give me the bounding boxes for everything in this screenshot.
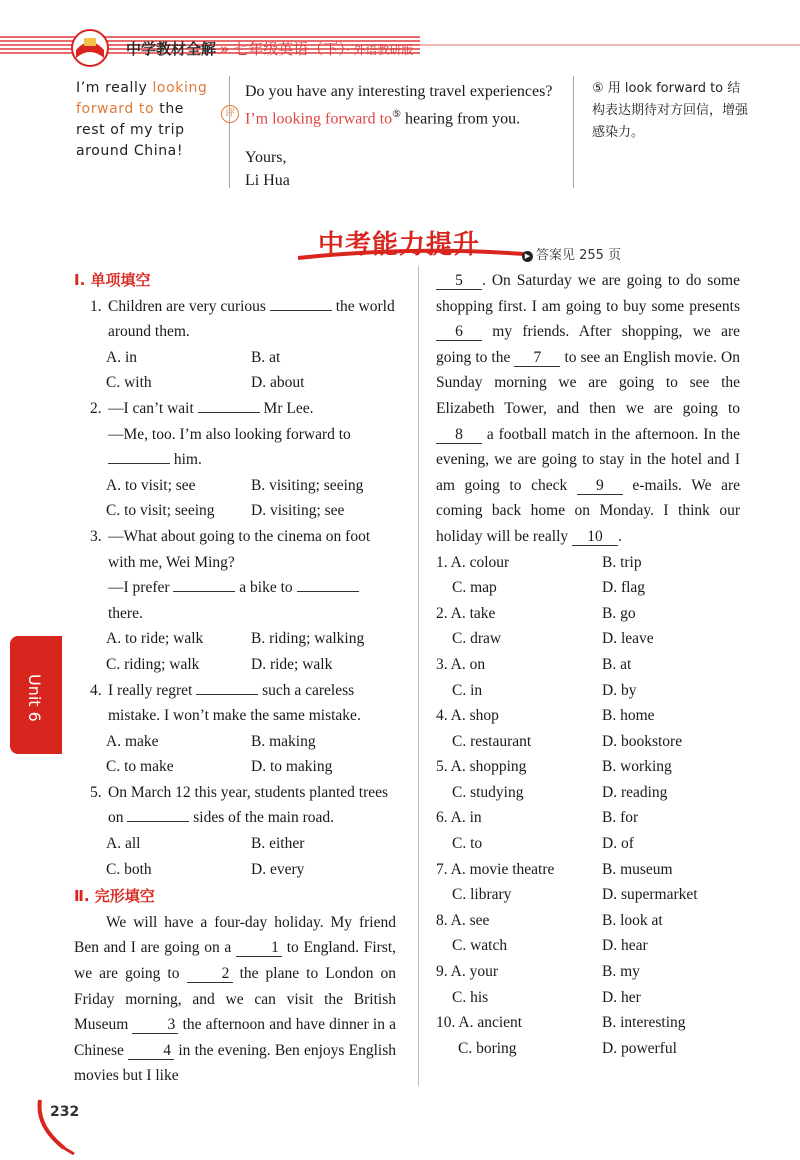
- unit-label: Unit 6: [25, 674, 44, 722]
- option[interactable]: D. hear: [602, 937, 648, 955]
- cloze-blank[interactable]: 7: [514, 350, 560, 367]
- option[interactable]: 4. A. shop: [436, 707, 499, 725]
- option[interactable]: D. reading: [602, 783, 668, 801]
- option[interactable]: C. watch: [452, 937, 508, 955]
- cloze-options: [436, 626, 740, 652]
- cloze-options: [436, 933, 740, 959]
- divider-line: [229, 76, 230, 188]
- option[interactable]: 8. A. see: [436, 911, 490, 929]
- answer-ref-text: 答案见 255 页: [536, 248, 622, 263]
- cloze-options: [436, 652, 740, 678]
- option[interactable]: C. both: [106, 860, 152, 878]
- letter-text: hearing from you.: [405, 110, 521, 128]
- option[interactable]: D. of: [602, 835, 634, 853]
- option[interactable]: 1. A. colour: [436, 553, 510, 571]
- option[interactable]: A. make: [106, 732, 159, 750]
- passage-text: in the evening. Ben enjoys English movies but I like: [74, 1041, 397, 1085]
- options-row: [74, 729, 396, 755]
- answer-blank[interactable]: [173, 591, 235, 592]
- question-text: Mr Lee.: [263, 399, 314, 417]
- question-number: 4.: [90, 681, 102, 699]
- column-divider: [418, 266, 419, 1086]
- option[interactable]: C. to: [452, 835, 483, 853]
- option[interactable]: B. trip: [602, 553, 642, 571]
- cloze-options: [436, 754, 740, 780]
- options-row: [74, 831, 396, 857]
- play-icon: ▶: [522, 251, 533, 262]
- cloze-blank[interactable]: 4: [128, 1043, 174, 1060]
- question-text: —I prefer: [108, 579, 174, 597]
- page-number: 232: [50, 1104, 80, 1120]
- cloze-options: [436, 831, 740, 857]
- cloze-options: [436, 1036, 740, 1062]
- option[interactable]: B. for: [602, 809, 639, 827]
- letter-line: Do you have any interesting travel experiences?: [245, 83, 553, 100]
- option[interactable]: D. ride; walk: [251, 655, 333, 673]
- question-text: sides of the main road.: [193, 809, 335, 827]
- letter-excerpt: [245, 80, 575, 192]
- question-text: —What about going to the cinema on foot with me, Wei Ming?: [108, 527, 371, 571]
- option[interactable]: C. his: [452, 988, 489, 1006]
- option[interactable]: B. my: [602, 963, 640, 981]
- header-subtitle: 七年级英语（下）: [233, 40, 346, 58]
- cloze-blank[interactable]: 8: [436, 427, 482, 444]
- header-separator: »: [220, 40, 230, 58]
- option[interactable]: 10. A. ancient: [436, 1014, 523, 1032]
- question-text: a bike to: [239, 579, 293, 597]
- option[interactable]: A. all: [106, 835, 141, 853]
- cloze-options: [436, 729, 740, 755]
- question-4: [74, 678, 396, 729]
- passage-text: e-mails. We are coming back home on Monday. I think our holiday will be really: [436, 476, 740, 545]
- passage-text: to England. First, we are going to: [74, 939, 396, 983]
- unit-side-tab: [10, 636, 62, 754]
- cloze-passage-start: [74, 910, 396, 1089]
- cloze-options: [436, 959, 740, 985]
- option[interactable]: 3. A. on: [436, 655, 486, 673]
- sign-off: Yours,: [245, 149, 287, 167]
- option[interactable]: B. interesting: [602, 1014, 686, 1032]
- highlight-phrase: I’m looking forward to: [245, 110, 393, 128]
- option[interactable]: A. to visit; see: [106, 476, 196, 494]
- option[interactable]: 9. A. your: [436, 963, 498, 981]
- option[interactable]: C. library: [452, 886, 512, 904]
- question-text: Children are very curious: [108, 297, 270, 315]
- option[interactable]: B. visiting; seeing: [251, 476, 364, 494]
- question-text: I really regret: [108, 681, 197, 699]
- question-text: —Me, too. I’m also looking forward to: [108, 425, 351, 443]
- question-text: —I can’t wait: [108, 399, 198, 417]
- options-row: [74, 754, 396, 780]
- option[interactable]: C. draw: [452, 630, 502, 648]
- cloze-options: [436, 780, 740, 806]
- answer-reference: [522, 244, 621, 263]
- running-header: [126, 38, 413, 59]
- option[interactable]: B. go: [602, 604, 636, 622]
- cloze-options: [436, 805, 740, 831]
- option[interactable]: B. either: [251, 835, 305, 853]
- option[interactable]: 7. A. movie theatre: [436, 860, 555, 878]
- part1-title: Ⅰ. 单项填空: [74, 271, 151, 289]
- cloze-options: [436, 985, 740, 1011]
- answer-blank[interactable]: [297, 591, 359, 592]
- left-column: [74, 268, 396, 1089]
- passage-text: a football match in the afternoon. In the evening, we are going to stay in the hotel and I am going to check: [436, 425, 740, 494]
- option[interactable]: D. every: [251, 860, 305, 878]
- signature: Li Hua: [245, 172, 290, 190]
- book-title: 中学教材全解: [126, 40, 217, 58]
- option[interactable]: B. museum: [602, 860, 673, 878]
- question-text: the world around them.: [108, 297, 395, 341]
- option[interactable]: 2. A. take: [436, 604, 496, 622]
- question-number: 1.: [90, 297, 102, 315]
- question-text: On March 12 this year, students planted trees on: [108, 783, 389, 827]
- part2-title: Ⅱ. 完形填空: [74, 887, 155, 906]
- question-3: [74, 524, 396, 575]
- answer-blank[interactable]: [198, 412, 260, 413]
- cloze-blank[interactable]: 5: [436, 273, 482, 290]
- option[interactable]: B. look at: [602, 911, 663, 929]
- option[interactable]: C. with: [106, 374, 152, 392]
- cloze-options: [436, 703, 740, 729]
- option[interactable]: D. to making: [251, 758, 333, 776]
- option[interactable]: C. to make: [106, 758, 174, 776]
- options-row: [74, 626, 396, 652]
- question-2: [74, 396, 396, 422]
- header-publisher: · 外语教研版: [345, 43, 414, 57]
- cloze-blank[interactable]: 2: [187, 966, 233, 983]
- option[interactable]: D. about: [251, 374, 305, 392]
- option[interactable]: C. to visit; seeing: [106, 502, 215, 520]
- note-marker: ⑤: [392, 109, 402, 120]
- side-note-part: I’m really: [76, 80, 153, 96]
- side-note-right: ⑤ 用 look forward to 结构表达期待对方回信，增强感染力。: [592, 81, 749, 140]
- question-text: such a careless mistake. I won’t make the same mistake.: [108, 681, 361, 725]
- option[interactable]: D. by: [602, 681, 637, 699]
- cloze-blank[interactable]: 10: [572, 529, 618, 546]
- option[interactable]: B. home: [602, 707, 655, 725]
- answer-blank[interactable]: [108, 463, 170, 464]
- option[interactable]: C. studying: [452, 783, 524, 801]
- option[interactable]: D. bookstore: [602, 732, 683, 750]
- cloze-options: [436, 601, 740, 627]
- options-row: [74, 857, 396, 883]
- question-2-reply-cont: [74, 447, 396, 473]
- option[interactable]: A. in: [106, 348, 137, 366]
- option[interactable]: C. riding; walk: [106, 655, 200, 673]
- options-row: [74, 498, 396, 524]
- cloze-options: [436, 1010, 740, 1036]
- side-note-highlight: looking forward to: [76, 80, 208, 117]
- options-row: [74, 652, 396, 678]
- side-note-part: the rest of my trip around China!: [76, 101, 185, 159]
- cloze-options: [436, 908, 740, 934]
- side-note-left: [76, 78, 216, 162]
- cloze-options: [436, 550, 740, 576]
- cloze-blank[interactable]: 3: [132, 1017, 178, 1034]
- book-logo-icon: [68, 24, 112, 68]
- option[interactable]: 6. A. in: [436, 809, 482, 827]
- cloze-options: [436, 678, 740, 704]
- question-number: 3.: [90, 527, 102, 545]
- cloze-blank[interactable]: 1: [236, 940, 282, 957]
- answer-blank[interactable]: [196, 694, 258, 695]
- option[interactable]: B. making: [251, 732, 316, 750]
- option[interactable]: D. powerful: [602, 1039, 677, 1057]
- option[interactable]: C. in: [452, 681, 483, 699]
- cloze-options: [436, 575, 740, 601]
- option[interactable]: D. visiting; see: [251, 502, 345, 520]
- option[interactable]: B. working: [602, 758, 672, 776]
- option[interactable]: D. supermarket: [602, 886, 698, 904]
- option[interactable]: B. riding; walking: [251, 630, 365, 648]
- evaluation-marker-icon: 评: [221, 105, 239, 123]
- option[interactable]: C. map: [452, 579, 497, 597]
- passage-text: .: [618, 527, 622, 545]
- passage-text: the afternoon and have dinner in a Chinese: [74, 1016, 396, 1059]
- answer-blank[interactable]: [270, 310, 332, 311]
- option[interactable]: 5. A. shopping: [436, 758, 527, 776]
- option[interactable]: B. at: [251, 348, 281, 366]
- cloze-passage-cont: [436, 268, 740, 550]
- answer-blank[interactable]: [127, 821, 189, 822]
- divider-line: [573, 76, 574, 188]
- question-5: [74, 780, 396, 831]
- options-row: [74, 370, 396, 396]
- passage-text: . On Saturday we are going to do some shopping first. I am going to buy some presents: [436, 272, 740, 315]
- question-2-reply: [74, 422, 396, 448]
- passage-text: We will have a four-day holiday. My friend Ben and I are going on a: [74, 913, 396, 957]
- cloze-blank[interactable]: 6: [436, 324, 482, 341]
- passage-text: the plane to London on Friday morning, and we can visit the British Museum: [74, 965, 397, 1034]
- cloze-options: [436, 857, 740, 883]
- option[interactable]: D. leave: [602, 630, 654, 648]
- header-rule: [420, 44, 800, 46]
- section-title: 中考能力提升: [318, 230, 481, 260]
- options-row: [74, 345, 396, 371]
- question-text: him.: [173, 451, 202, 469]
- question-1: [74, 294, 396, 345]
- option[interactable]: C. restaurant: [452, 732, 532, 750]
- option[interactable]: D. flag: [602, 579, 646, 597]
- options-row: [74, 473, 396, 499]
- question-3-reply: [74, 575, 396, 626]
- option[interactable]: C. boring: [458, 1039, 517, 1057]
- option[interactable]: D. her: [602, 988, 641, 1006]
- question-number: 2.: [90, 399, 102, 417]
- cloze-options: [436, 882, 740, 908]
- right-column: [436, 268, 740, 1061]
- cloze-blank[interactable]: 9: [577, 478, 623, 495]
- option[interactable]: A. to ride; walk: [106, 630, 204, 648]
- option[interactable]: B. at: [602, 655, 632, 673]
- passage-text: my friends. After shopping, we are going to the: [436, 323, 740, 366]
- passage-text: to see an English movie. On Sunday morning we are going to see the Elizabeth Tower, and then we are going to: [436, 348, 740, 417]
- question-number: 5.: [90, 783, 102, 801]
- letter-line: [245, 103, 575, 130]
- question-text: there.: [108, 604, 143, 622]
